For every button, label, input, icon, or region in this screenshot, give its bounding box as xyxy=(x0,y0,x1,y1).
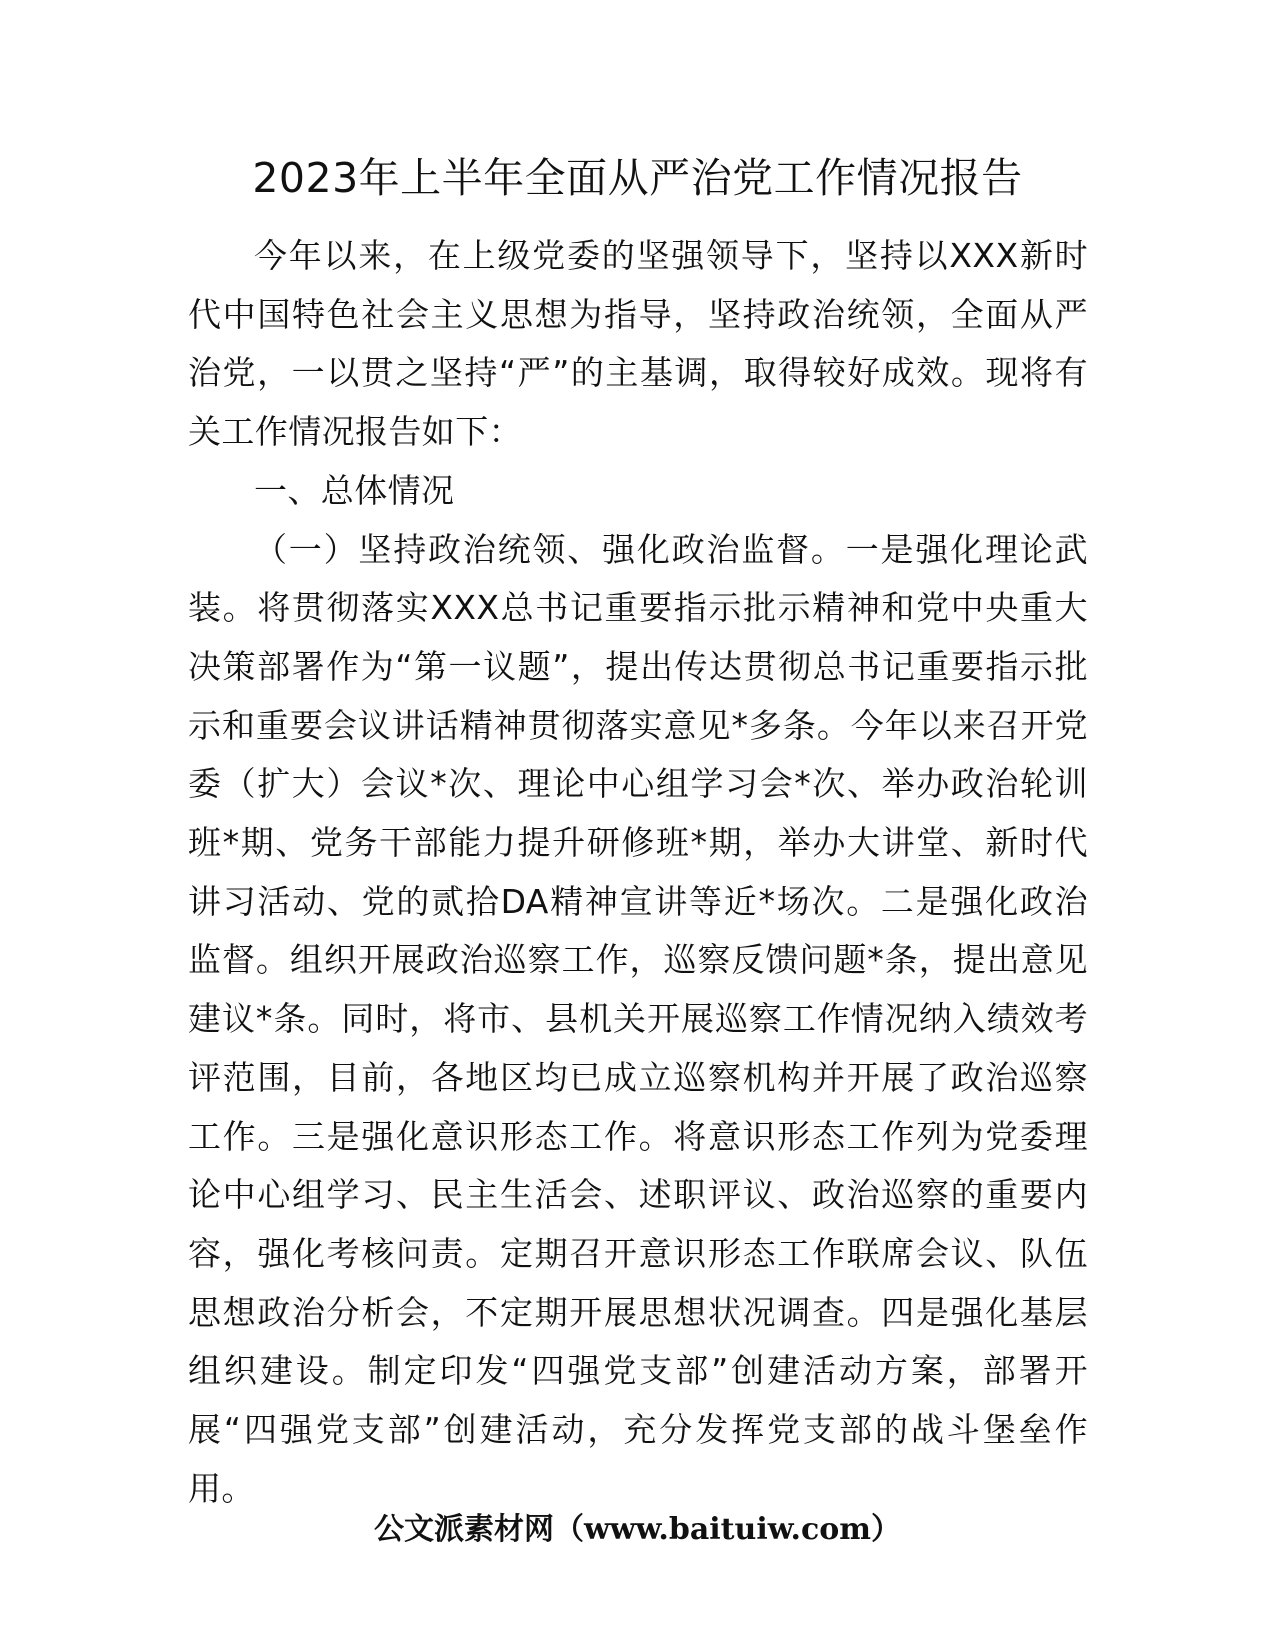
body-paragraph: （一）坚持政治统领、强化政治监督。一是强化理论武装。将贯彻落实XXX总书记重要指示批示精神和党中央重大决策部署作为“第一议题”，提出传达贯彻总书记重要指示批示和重要会议讲话精神贯彻落实意见*多条。今年以来召开党委（扩大）会议*次、理论中心组学习会*次、举办政治轮训班*期、党务干部能力提升研修班*期，举办大讲堂、新时代讲习活动、党的贰拾DA精神宣讲等近*场次。二是强化政治监督。组织开展政治巡察工作，巡察反馈问题*条，提出意见建议*条。同时，将市、县机关开展巡察工作情况纳入绩效考评范围，目前，各地区均已成立巡察机构并开展了政治巡察工作。三是强化意识形态工作。将意识形态工作列为党委理论中心组学习、民主生活会、述职评议、政治巡察的重要内容，强化考核问责。定期召开意识形态工作联席会议、队伍思想政治分析会，不定期开展思想状况调查。四是强化基层组织建设。制定印发“四强党支部”创建活动方案，部署开展“四强党支部”创建活动，充分发挥党支部的战斗堡垒作用。 xyxy=(188,529,1088,1508)
document-title: 2023年上半年全面从严治党工作情况报告 xyxy=(252,154,1023,202)
intro-paragraph: 今年以来，在上级党委的坚强领导下，坚持以XXX新时代中国特色社会主义思想为指导，坚持政治统领，全面从严治党，一以贯之坚持“严”的主基调，取得较好成效。现将有关工作情况报告如下： xyxy=(188,236,1088,452)
section-heading: 一、总体情况 xyxy=(254,470,455,510)
footer-watermark-text: 公文派素材网（www.baituiw.com） xyxy=(373,1512,902,1547)
document-body xyxy=(188,227,1088,1518)
